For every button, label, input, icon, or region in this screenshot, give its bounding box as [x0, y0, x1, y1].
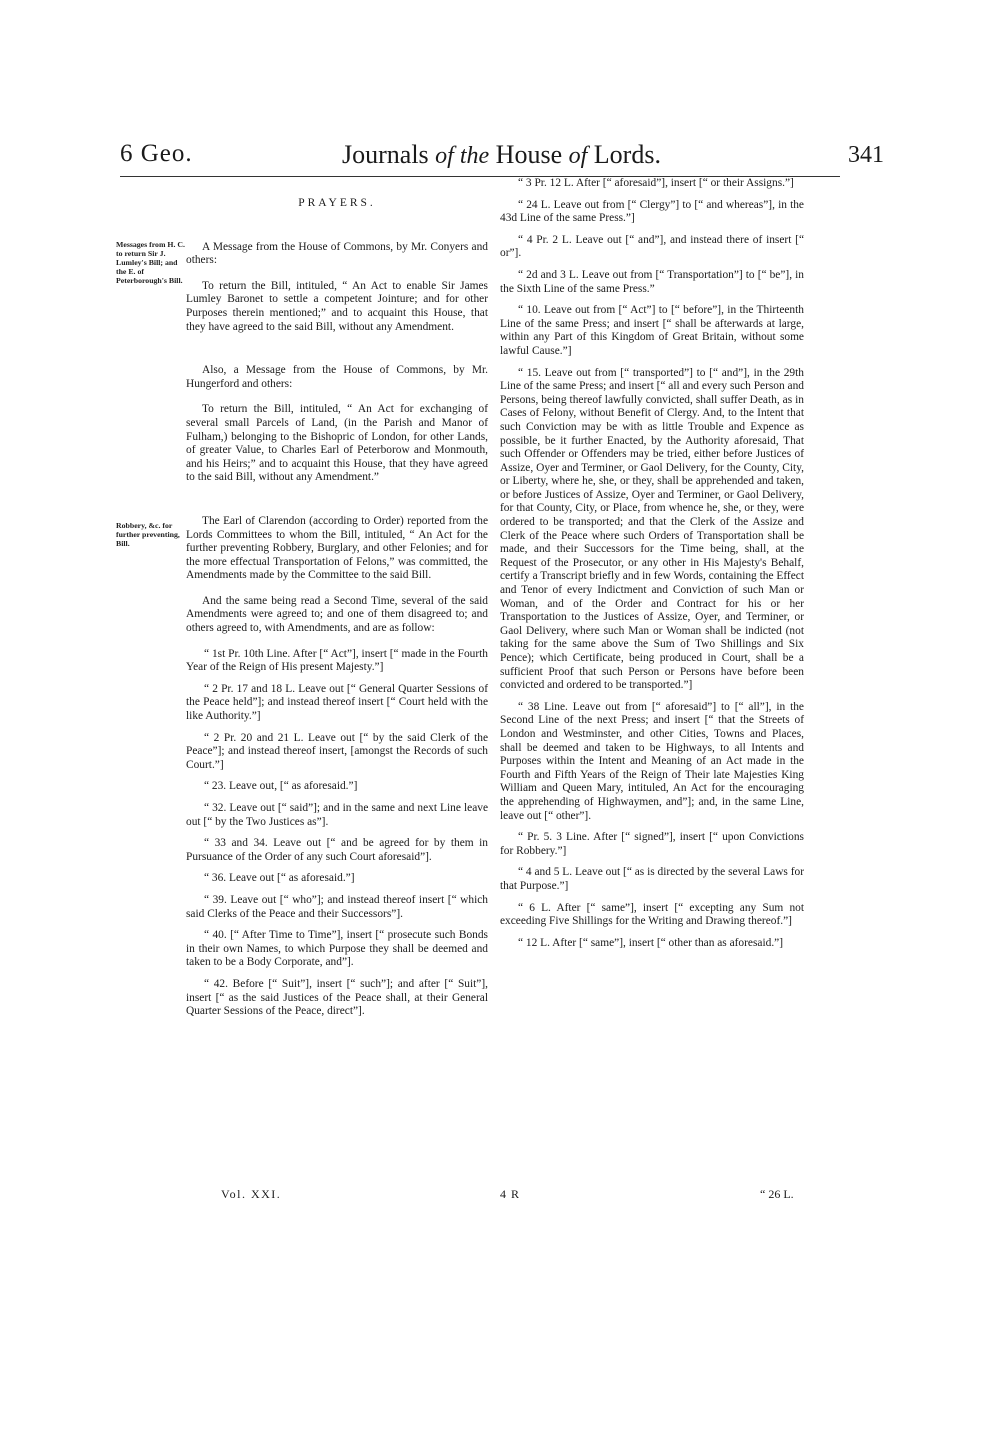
volume-label: Vol. XXI. — [221, 1187, 282, 1201]
amendment-item: “ 6 L. After [“ same”], insert [“ excepting any Sum not exceeding Five Shillings for the Writing and Drawing thereof.”] — [500, 901, 804, 928]
amendment-item: “ 4 Pr. 2 L. Leave out [“ and”], and instead there of insert [“ or”]. — [500, 233, 804, 260]
amendment-item: “ 2 Pr. 20 and 21 L. Leave out [“ by the said Clerk of the Peace”]; and instead thereof insert, [amongst the Records of such Court.”] — [186, 731, 488, 771]
amendment-item: “ 3 Pr. 12 L. After [“ aforesaid”], insert [“ or their Assigns.”] — [518, 177, 794, 189]
title-part-journals: Journals — [342, 140, 436, 169]
amendment-item: “ 10. Leave out from [“ Act”] to [“ before”], in the Thirteenth Line of the same Press; and insert [“ shall be afterwards at large, within any Part of this Kingdom of Great Britain, without some lawful Cause.”] — [500, 304, 804, 357]
amendment-item: “ 39. Leave out [“ who”]; and instead thereof insert [“ which said Clerks of the Peace and their Successors”]. — [186, 893, 488, 920]
amendment-item: “ Pr. 5. 3 Line. After [“ signed”], insert [“ upon Convictions for Robbery.”] — [500, 831, 804, 857]
amendment-item: “ 4 and 5 L. Leave out [“ as is directed by the several Laws for that Purpose.”] — [500, 866, 804, 892]
amendment-item: “ 15. Leave out from [“ transported”] to [“ and”], in the 29th Line of the same Press; and insert [“ all and every such Person and Persons, being thereof lawfully convicted, shall suffer Death, as in Cases of Felony, without Benefit of Clergy. And, to the Intent that such Conviction may be with as little Trouble and Expence as possible, be it further Enacted, by the Authority aforesaid, That such Offender or Offenders may be tried, either before Justices of Assize, Oyer and Terminer, or Gaol Delivery, for the County, City, or Liberty, where he, she, or they, shall be apprehended and taken, or before Justices of Assize, Oyer and Terminer, or Gaol Delivery, for that County, City, or Place, from whence he, she, or they, were ordered to be transported; and that the Clerk of the Assize and Clerk of the Peace where such Orders of Transportation shall be made, and their Successors for the Time being, shall, at the Request of the Prosecutor, or any other in His Majesty's Behalf, certify a Transcript briefly and in few Words, containing the Effect and Tenor of every Indictment and Conviction of such Man or Woman, and of the Order and Contract for his or her Transportation to the Justices of Assize, Oyer, and Terminer, or Gaol Delivery, where such Man or Woman shall be indicted (not taking for the same above the Sum of Two Shillings and Six Pence); which Certificate, being produced in Court, shall be a sufficient Proof that such Person or Persons have before been convicted and ordered to be transported.”] — [500, 366, 804, 692]
amendment-item: “ 32. Leave out [“ said”]; and in the same and next Line leave out [“ by the Two Justices as”]. — [186, 802, 488, 828]
spacer — [186, 493, 488, 515]
amendment-item: “ 42. Before [“ Suit”], insert [“ such”]; and after [“ Suit”], insert [“ as the said Justices of the Peace shall, at their General Quarter Sessions of the Peace, direct”]. — [186, 977, 488, 1018]
paragraph: To return the Bill, intituled, “ An Act for exchanging of several small Parcels of Land, (in the Parish and Manor of Fulham,) belonging to the Bishopric of London, for other Lands, of greater Value, to Charles Earl of Peterborow and Monmouth, and his Heirs;” and to acquaint this House, that they have agreed to the said Bill, without any Amendment.” — [186, 403, 488, 484]
margin-note-robbery-bill: Robbery, &c. for further preventing, Bill. — [116, 521, 180, 548]
title-part-of: of — [568, 143, 588, 169]
amendment-item: “ 40. [“ After Time to Time”], insert [“ prosecute such Bonds in their own Names, to which Purpose they shall be deemed and taken to be a Body Corporate, and”]. — [186, 929, 488, 969]
amendment-item: “ 36. Leave out [“ as aforesaid.”] — [204, 872, 355, 885]
paragraph: And the same being read a Second Time, several of the said Amendments were agreed to; and one of them disagreed to; and others agreed to, with Amendments, and are as follow: — [186, 594, 488, 635]
spacer — [186, 342, 488, 364]
amendment-item: “ 2 Pr. 17 and 18 L. Leave out [“ General Quarter Sessions of the Peace held”]; and instead thereof insert [“ Court held with the like Authority.”] — [186, 682, 488, 723]
amendment-item: “ 23. Leave out, [“ as aforesaid.”] — [204, 780, 358, 793]
section-heading-prayers: PRAYERS. — [298, 197, 376, 209]
running-head-regnal-year: 6 Geo. — [120, 140, 193, 167]
paragraph: To return the Bill, intituled, “ An Act to enable Sir James Lumley Baronet to settle a competent Jointure; and for other Purposes therein mentioned;” and to acquaint this House, that they have agreed to the said Bill, without any Amendment. — [186, 279, 488, 333]
right-column — [500, 177, 804, 958]
left-column — [186, 197, 488, 1027]
title-part-house: House — [489, 140, 569, 169]
running-head-title — [342, 140, 661, 170]
amendment-item: “ 38 Line. Leave out from [“ aforesaid”] to [“ all”], in the Second Line of the next Press; and insert [“ that the Streets of London and Westminster, and other Cities, Towns and Places, shall be deemed and taken to be Highways, to all Intents and Purposes within the Intent and Meaning of an Act made in the Fourth and Fifth Years of the Reign of Their late Majesties King William and Queen Mary, intituled, An Act for the encouraging the apprehending of Highwaymen, and”]; and, in the same Line, leave out [“ other”]. — [500, 700, 804, 822]
catchword: “ 26 L. — [760, 1187, 794, 1201]
title-part-lords: Lords. — [587, 140, 661, 169]
margin-note-messages: Messages from H. C. to return Sir J. Lumley's Bill; and the E. of Peterborough's Bill. — [116, 240, 185, 285]
page-number: 341 — [848, 142, 884, 168]
signature-mark: 4 R — [500, 1187, 521, 1201]
amendment-item: “ 2d and 3 L. Leave out from [“ Transportation”] to [“ be”], in the Sixth Line of the same Press.” — [500, 268, 804, 295]
amendment-item: “ 12 L. After [“ same”], insert [“ other than as aforesaid.”] — [518, 936, 784, 949]
page-header — [120, 140, 884, 176]
paragraph: The Earl of Clarendon (according to Order) reported from the Lords Committees to whom the Bill, intituled, “ An Act for the further preventing Robbery, Burglary, and other Felonies; and for the more effectual Transportation of Felons,” was committed, the Amendments made by the Committee to the said Bill. — [186, 514, 488, 582]
paragraph: Also, a Message from the House of Commons, by Mr. Hungerford and others: — [186, 364, 488, 390]
paragraph: A Message from the House of Commons, by Mr. Conyers and others: — [186, 240, 488, 267]
amendment-item: “ 1st Pr. 10th Line. After [“ Act”], insert [“ made in the Fourth Year of the Reign of His present Majesty.”] — [186, 647, 488, 674]
amendment-item: “ 24 L. Leave out from [“ Clergy”] to [“ and whereas”], in the 43d Line of the same Press.”] — [500, 198, 804, 225]
title-part-of-the: of the — [435, 143, 490, 169]
amendment-item: “ 33 and 34. Leave out [“ and be agreed for by them in Pursuance of the Order of any such Court aforesaid”]. — [186, 837, 488, 863]
